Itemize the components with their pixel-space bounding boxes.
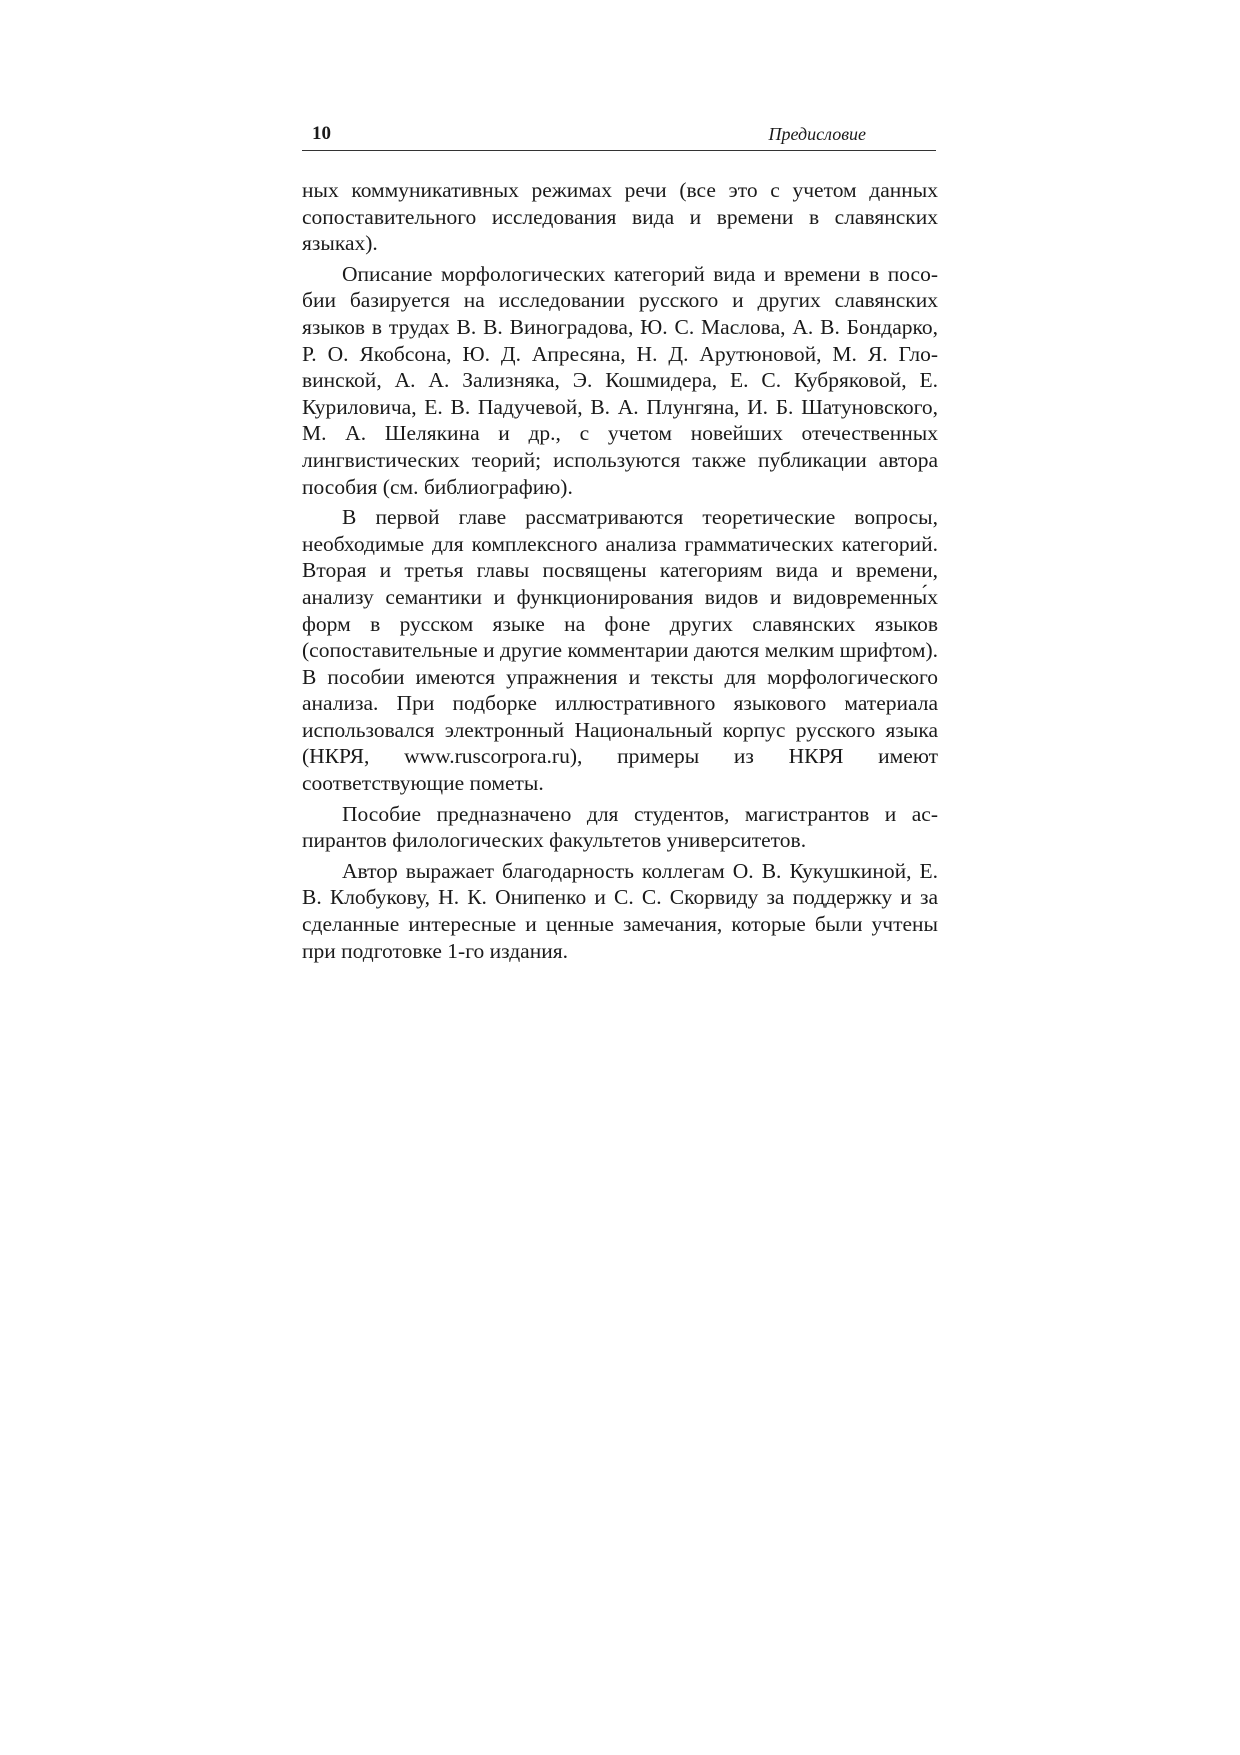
paragraph-chapters: В первой главе рассматриваются теоретические вопросы, необходимые для комплексного анализа грамматических категорий. Вторая и третья главы посвящены категориям вида и времени, анализу семантики и функционирования видов и видовременны́х форм в русском языке на фоне других славянских языков (сопоставительные и другие комментарии даются мелким шрифтом). В пособии имеются упражнения и тексты для морфологического анализа. При подборке иллюстративного языкового материала использовался электронный Национальный корпус русского языка (НКРЯ, www.ruscorpora.ru), примеры из НКРЯ имеют соответствующие пометы. [302,505,938,796]
body-text [302,177,938,968]
page-number: 10 [312,123,331,144]
paragraph-audience: Пособие предназначено для студентов, магистрантов и аспирантов филологических факультетов университетов. [302,801,938,853]
paragraph-continuation: ных коммуникативных режимах речи (все это с учетом данных сопоставительного исследования вида и времени в славянских языках). [302,178,938,256]
paragraph-acknowledgements: Автор выражает благодарность коллегам О. В. Кукушкиной, Е. В. Клобукову, Н. К. Онипенко и С. С. Скорвиду за поддержку и за сделанные интересные и ценные замечания, которые были учтены при подготовке 1-го издания. [302,858,938,963]
running-title: Предисловие [768,124,866,144]
page-header [302,118,936,151]
paragraph-sources: Описание морфологических категорий вида и времени в пособии базируется на исследовании русского и других славянских языков в трудах В. В. Виноградова, Ю. С. Маслова, А. В. Бондарко, Р. О. Якобсона, Ю. Д. Апресяна, Н. Д. Арутюновой, М. Я. Гловинской, А. А. Зализняка, Э. Кошмидера, Е. С. Кубряковой, Е. Куриловича, Е. В. Падучевой, В. А. Плунгяна, И. Б. Шатуновского, М. А. Шелякина и др., с учетом новейших отечественных лингвистических теорий; используются также публикации автора пособия (см. библиографию). [302,261,938,499]
